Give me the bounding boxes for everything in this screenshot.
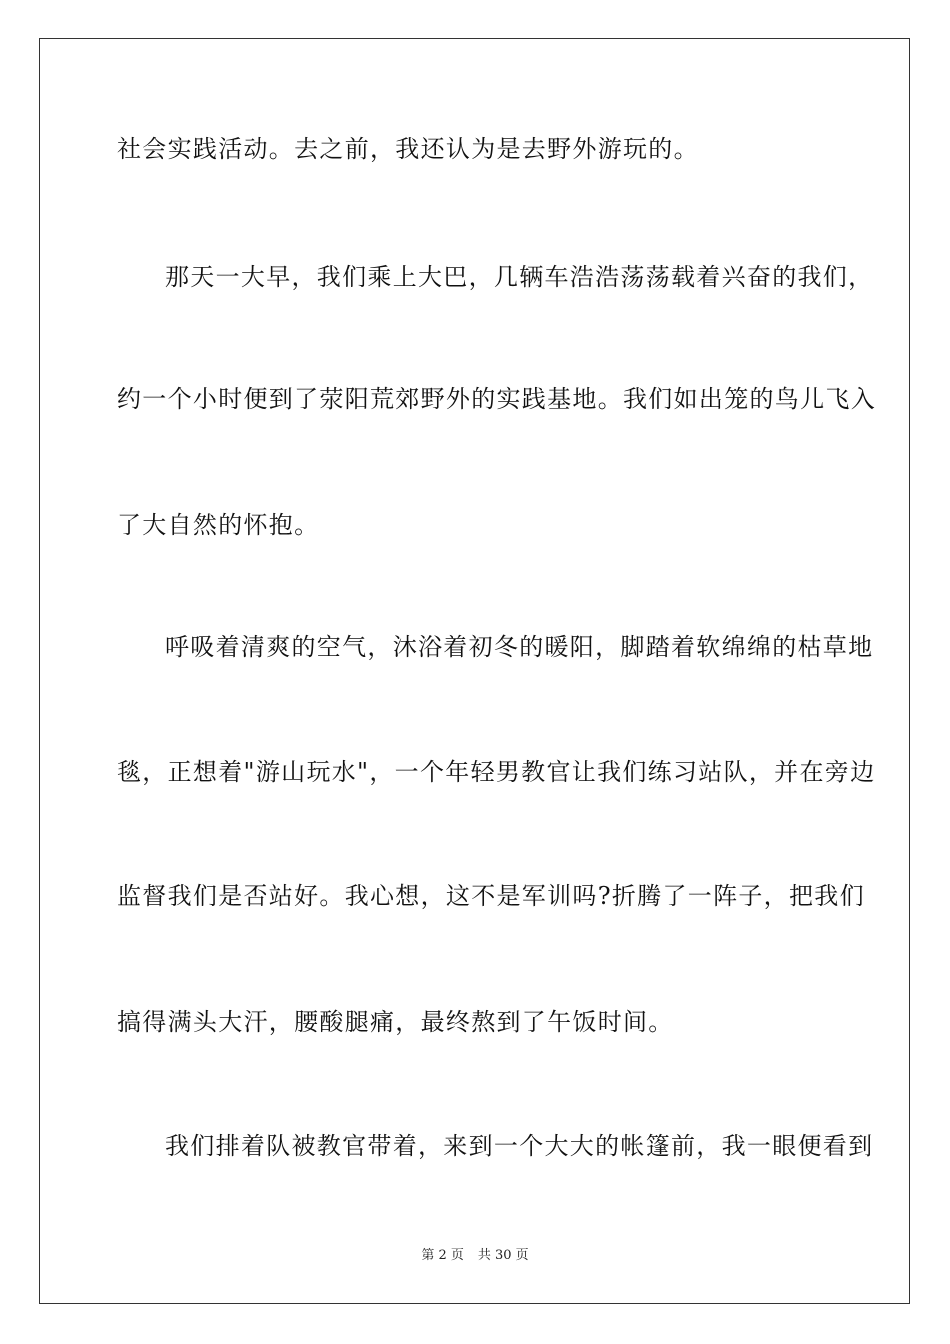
text-line: 社会实践活动。去之前，我还认为是去野外游玩的。 [117, 135, 699, 163]
text-line: 我们排着队被教官带着，来到一个大大的帐篷前，我一眼便看到 [165, 1132, 874, 1160]
page-border [39, 38, 910, 1304]
text-line: 监督我们是否站好。我心想，这不是军训吗?折腾了一阵子，把我们 [117, 882, 865, 910]
page-footer [0, 1247, 950, 1265]
text-line: 呼吸着清爽的空气，沐浴着初冬的暖阳，脚踏着软绵绵的枯草地 [165, 633, 874, 661]
text-line: 那天一大早，我们乘上大巴，几辆车浩浩荡荡载着兴奋的我们， [165, 263, 874, 291]
page-number: 第 2 页 [421, 1248, 464, 1263]
page-total: 共 30 页 [477, 1248, 529, 1263]
text-line: 约一个小时便到了荥阳荒郊野外的实践基地。我们如出笼的鸟儿飞入 [117, 385, 876, 413]
text-line: 了大自然的怀抱。 [117, 511, 320, 539]
text-line: 毯，正想着"游山玩水"，一个年轻男教官让我们练习站队，并在旁边 [117, 758, 876, 786]
text-line: 搞得满头大汗，腰酸腿痛，最终熬到了午饭时间。 [117, 1008, 674, 1036]
